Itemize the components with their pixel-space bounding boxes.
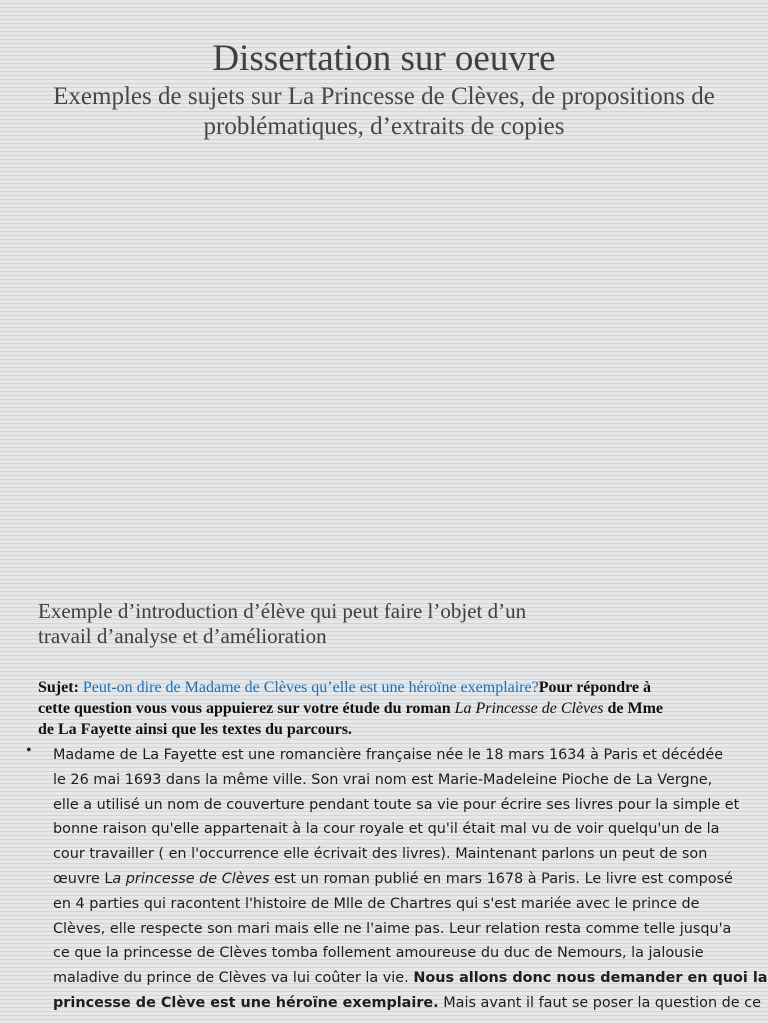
body-fragment: est un roman publié en mars 1678 à Paris. Le livre est composé xyxy=(269,870,733,887)
subtitle-line-2: problématiques, d’extraits de copies xyxy=(203,113,565,140)
problem-statement-end: princesse de Clève est une héroïne exemplaire. xyxy=(53,994,439,1011)
body-fragment: Mais avant il faut se poser la question de ce xyxy=(438,994,761,1011)
section-title xyxy=(38,599,558,649)
subject-instruction-3: de La Fayette ainsi que les textes du parcours. xyxy=(38,721,352,738)
subject-instruction-2-end: de Mme xyxy=(603,700,663,717)
body-line xyxy=(53,867,748,892)
introduction-paragraph xyxy=(53,743,768,1016)
novel-title: La Princesse de Clèves xyxy=(454,700,604,717)
body-fragment: maladive du prince de Clèves va lui coûter la vie. xyxy=(53,970,414,987)
body-line: Clèves, elle respecte son mari mais elle ne l'aime pas. Leur relation resta comme telle jusqu'a xyxy=(53,920,732,937)
body-line: bonne raison qu'elle appartenait à la cour royale et qu'il était mal vu de voir quelqu'un de la xyxy=(53,821,720,838)
body-line: ce que la princesse de Clèves tomba follement amoureuse du duc de Nemours, la jalousie xyxy=(53,945,704,962)
body-fragment: œuvre L xyxy=(53,870,113,887)
subject-label: Sujet xyxy=(38,679,74,696)
subject-question: Peut-on dire de Madame de Clèves qu’elle est une héroïne exemplaire? xyxy=(82,679,539,696)
body-line: cour travailler ( en l'occurrence elle écrivait des livres). Maintenant parlons un peut de son xyxy=(53,846,708,863)
section-title-line-2: travail d’analyse et d’amélioration xyxy=(38,624,327,648)
body-line: le 26 mai 1693 dans la même ville. Son vrai nom est Marie-Madeleine Pioche de La Vergne, xyxy=(53,771,713,788)
page-title: Dissertation sur oeuvre xyxy=(212,38,556,79)
body-novel-title: a princesse de Clèves xyxy=(112,870,270,887)
subject-colon: : xyxy=(73,679,83,696)
subject-instruction-2: cette question vous vous appuierez sur votre étude du roman xyxy=(38,700,455,717)
body-line: Madame de La Fayette est une romancière française née le 18 mars 1634 à Paris et décédée xyxy=(53,747,724,763)
bullet-icon: • xyxy=(26,742,32,759)
section-title-line-1: Exemple d’introduction d’élève qui peut faire l’objet d’un xyxy=(38,599,527,623)
body-line xyxy=(53,991,761,1016)
subject-instruction-1: Pour répondre à xyxy=(538,679,652,696)
subtitle-line-1: Exemples de sujets sur La Princesse de Clèves, de propositions de xyxy=(53,83,715,110)
body-line: en 4 parties qui racontent l'histoire de Mlle de Chartres qui s'est mariée avec le prince de xyxy=(53,895,700,912)
problem-statement-start: Nous allons donc nous demander en quoi la xyxy=(413,970,768,987)
page-subtitle xyxy=(40,82,728,142)
body-line xyxy=(53,966,768,991)
subject-paragraph xyxy=(38,677,728,740)
body-line: elle a utilisé un nom de couverture pendant toute sa vie pour écrire ses livres pour la simple et xyxy=(53,796,740,813)
content-slide xyxy=(0,577,768,1024)
